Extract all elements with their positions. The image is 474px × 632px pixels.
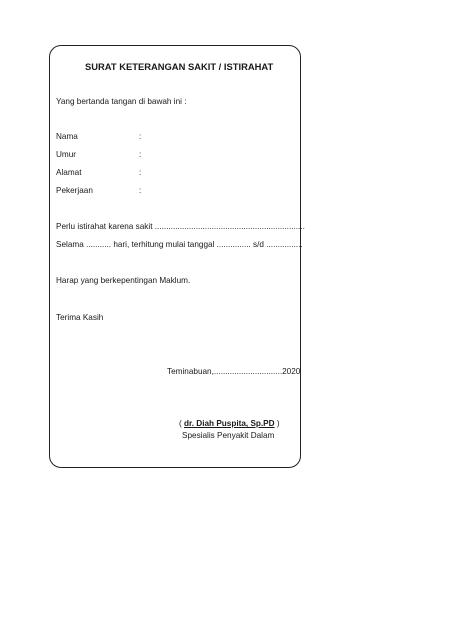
intro-text: Yang bertanda tangan di bawah ini : xyxy=(56,97,187,106)
closing-text: Harap yang berkepentingan Maklum. xyxy=(56,276,191,285)
field-label-pekerjaan: Pekerjaan xyxy=(56,186,93,195)
field-colon-alamat: : xyxy=(139,168,142,177)
field-label-alamat: Alamat xyxy=(56,168,82,177)
signature-name: dr. Diah Puspita, Sp.PD xyxy=(184,419,275,428)
field-label-umur: Umur xyxy=(56,150,77,159)
field-colon-nama: : xyxy=(139,132,142,141)
signature-title: Spesialis Penyakit Dalam xyxy=(182,431,275,440)
thanks-text: Terima Kasih xyxy=(56,313,104,322)
field-label-nama: Nama xyxy=(56,132,78,141)
signature-line xyxy=(179,420,280,428)
duration-line: Selama ........... hari, terhitung mulai tanggal ............... s/d ................ xyxy=(56,240,303,249)
place-date: Teminabuan,..............................2020 xyxy=(167,367,301,376)
field-colon-pekerjaan: : xyxy=(139,186,142,195)
field-colon-umur: : xyxy=(139,150,142,159)
signature-close-paren: ) xyxy=(276,419,280,428)
rest-line: Perlu istirahat karena sakit .................................................................. xyxy=(56,222,305,231)
letter-title: SURAT KETERANGAN SAKIT / ISTIRAHAT xyxy=(85,61,274,72)
signature-open-paren: ( xyxy=(179,419,182,428)
letter-card xyxy=(49,45,301,468)
